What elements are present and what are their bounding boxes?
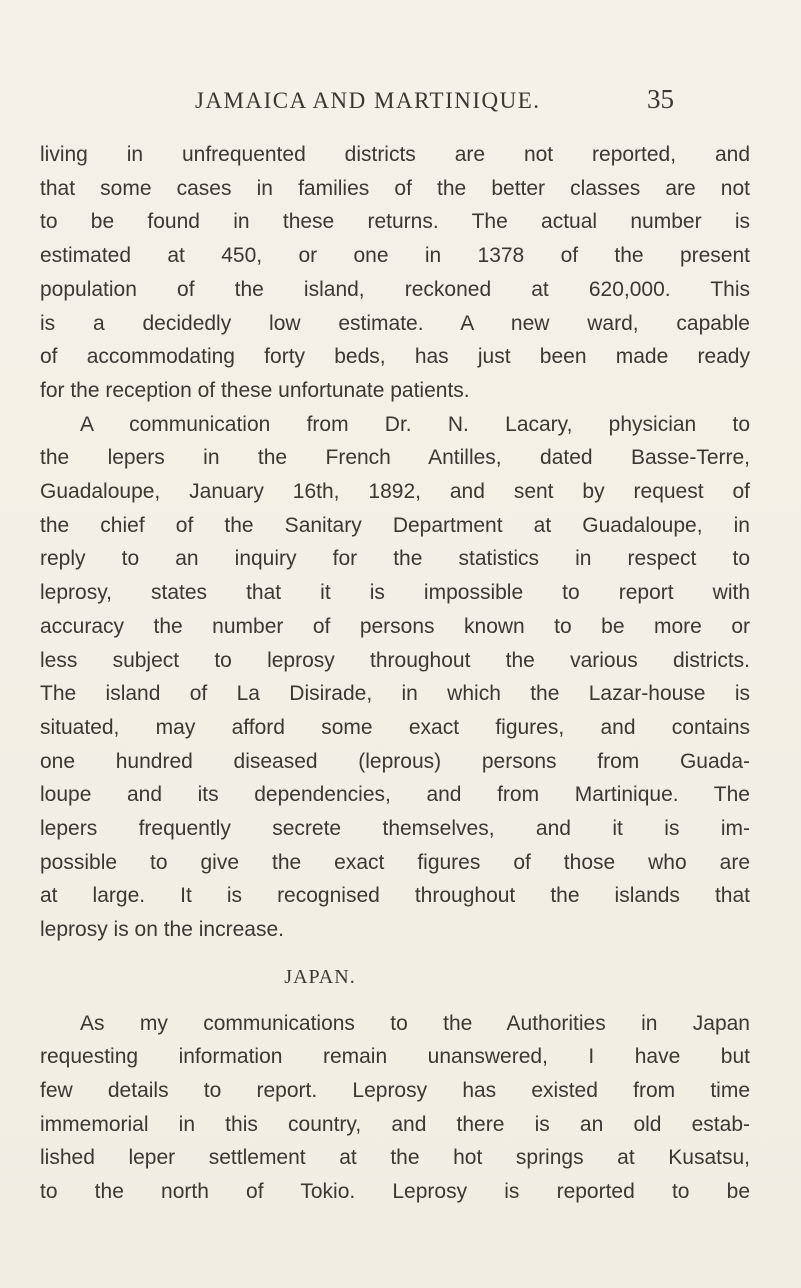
running-title: JAMAICA AND MARTINIQUE. (195, 88, 541, 113)
text-line: immemorial in this country, and there is an old estab- (40, 1112, 750, 1136)
text-line: lepers frequently secrete themselves, and it is im- (40, 817, 750, 841)
text-line: few details to report. Leprosy has existed from time (40, 1078, 750, 1102)
paragraph-french-antilles (40, 408, 750, 947)
text-line: The island of La Disirade, in which the Lazar-house is (40, 682, 750, 706)
text-line: A communication from Dr. N. Lacary, physician to (80, 412, 750, 436)
text-line: accuracy the number of persons known to be more or (40, 614, 750, 638)
text-line: of accommodating forty beds, has just been made ready (40, 345, 750, 369)
text-line: As my communications to the Authorities in Japan (80, 1011, 750, 1035)
text-line: estimated at 450, or one in 1378 of the present (40, 244, 750, 268)
text-line: leprosy is on the increase. (40, 918, 284, 942)
text-line: the chief of the Sanitary Department at Guadaloupe, in (40, 513, 750, 537)
page-number: 35 (647, 84, 674, 114)
text-line: situated, may afford some exact figures, and contains (40, 715, 750, 739)
section-heading-japan: JAPAN. (284, 965, 356, 988)
text-line: population of the island, reckoned at 620,000. This (40, 277, 750, 301)
text-line: requesting information remain unanswered, I have but (40, 1045, 750, 1069)
text-line: less subject to leprosy throughout the various districts. (40, 648, 750, 672)
body-text (40, 138, 750, 1209)
text-line: reply to an inquiry for the statistics in respect to (40, 547, 750, 571)
text-line: for the reception of these unfortunate patients. (40, 378, 470, 402)
text-line: leprosy, states that it is impossible to report with (40, 581, 750, 605)
text-line: the lepers in the French Antilles, dated Basse-Terre, (40, 446, 750, 470)
text-line: at large. It is recognised throughout the islands that (40, 884, 750, 908)
paragraph-japan (40, 1007, 750, 1209)
paragraph-leprosy-jamaica (40, 138, 750, 408)
text-line: that some cases in families of the better classes are not (40, 176, 750, 200)
text-line: one hundred diseased (leprous) persons from Guada- (40, 749, 750, 773)
text-line: to the north of Tokio. Leprosy is reported to be (40, 1180, 750, 1204)
text-line: possible to give the exact figures of those who are (40, 850, 750, 874)
text-line: living in unfrequented districts are not reported, and (40, 143, 750, 166)
text-line: loupe and its dependencies, and from Martinique. The (40, 783, 750, 807)
text-line: is a decidedly low estimate. A new ward, capable (40, 311, 750, 335)
text-line: Guadaloupe, January 16th, 1892, and sent by request of (40, 480, 750, 504)
text-line: lished leper settlement at the hot springs at Kusatsu, (40, 1146, 750, 1170)
text-line: to be found in these returns. The actual number is (40, 210, 750, 234)
